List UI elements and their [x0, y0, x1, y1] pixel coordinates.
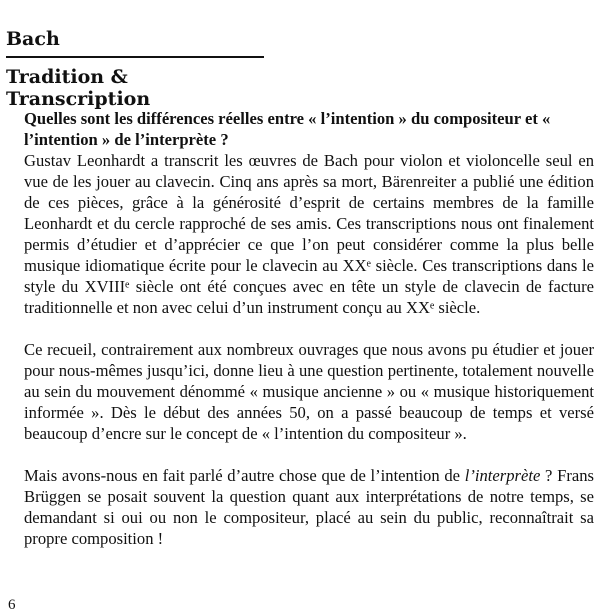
question-heading: Quelles sont les différences réelles entre « l’intention » du compositeur et « l’intention » de l’interprète ? [24, 109, 551, 149]
paragraph-2: Ce recueil, contrairement aux nombreux ouvrages que nous avons pu étudier et jouer pour nous-mêmes jusqu’ici, donne lieu à une question pertinente, totalement nouvelle au sein du mouvement dénommé « musique ancienne » ou « musique historiquement informée ». Dès le début des années 50, on a passé beaucoup de temps et versé beaucoup d’encre sur le concept de « l’intention du compositeur ». [24, 340, 594, 443]
paragraph-3-start: Mais avons-nous en fait parlé d’autre chose que de l’intention de [24, 466, 465, 485]
paragraph-1: Gustav Leonhardt a transcrit les œuvres de Bach pour violon et violoncelle seul en vue de les jouer au clavecin. Cinq ans après sa mort, Bärenreiter a publié une édition de ces pièces, grâce à la générosité d’esprit de certains membres de la famille Leonhardt et du cercle rapproché de ses amis. Ces transcriptions nous ont finalement permis d’étudier et d’apprécier ce que l’on peut considérer comme la plus belle musique idiomatique écrite pour le clavecin au XXᵉ siècle. Ces transcriptions dans le style du XVIIIᵉ siècle ont été conçues avec en tête un style de clavecin de facture traditionnelle et non avec celui d’un instrument conçu au XXᵉ siècle. [24, 151, 594, 317]
section-title: Tradition & Transcription [6, 66, 151, 110]
running-title: Bach [6, 28, 60, 50]
paragraph-3 [24, 465, 594, 549]
paragraph-3-end: ? Frans Brüggen se posait souvent la question quant aux interprétations de notre temps, se demandant si oui ou non le compositeur, placé au sein du public, reconnaîtrait sa propre composition ! [24, 466, 594, 548]
article-body [24, 108, 594, 549]
page-number: 6 [8, 597, 16, 613]
paragraph-3-emphasis: l’interprète [464, 466, 541, 485]
page-header [6, 0, 264, 110]
